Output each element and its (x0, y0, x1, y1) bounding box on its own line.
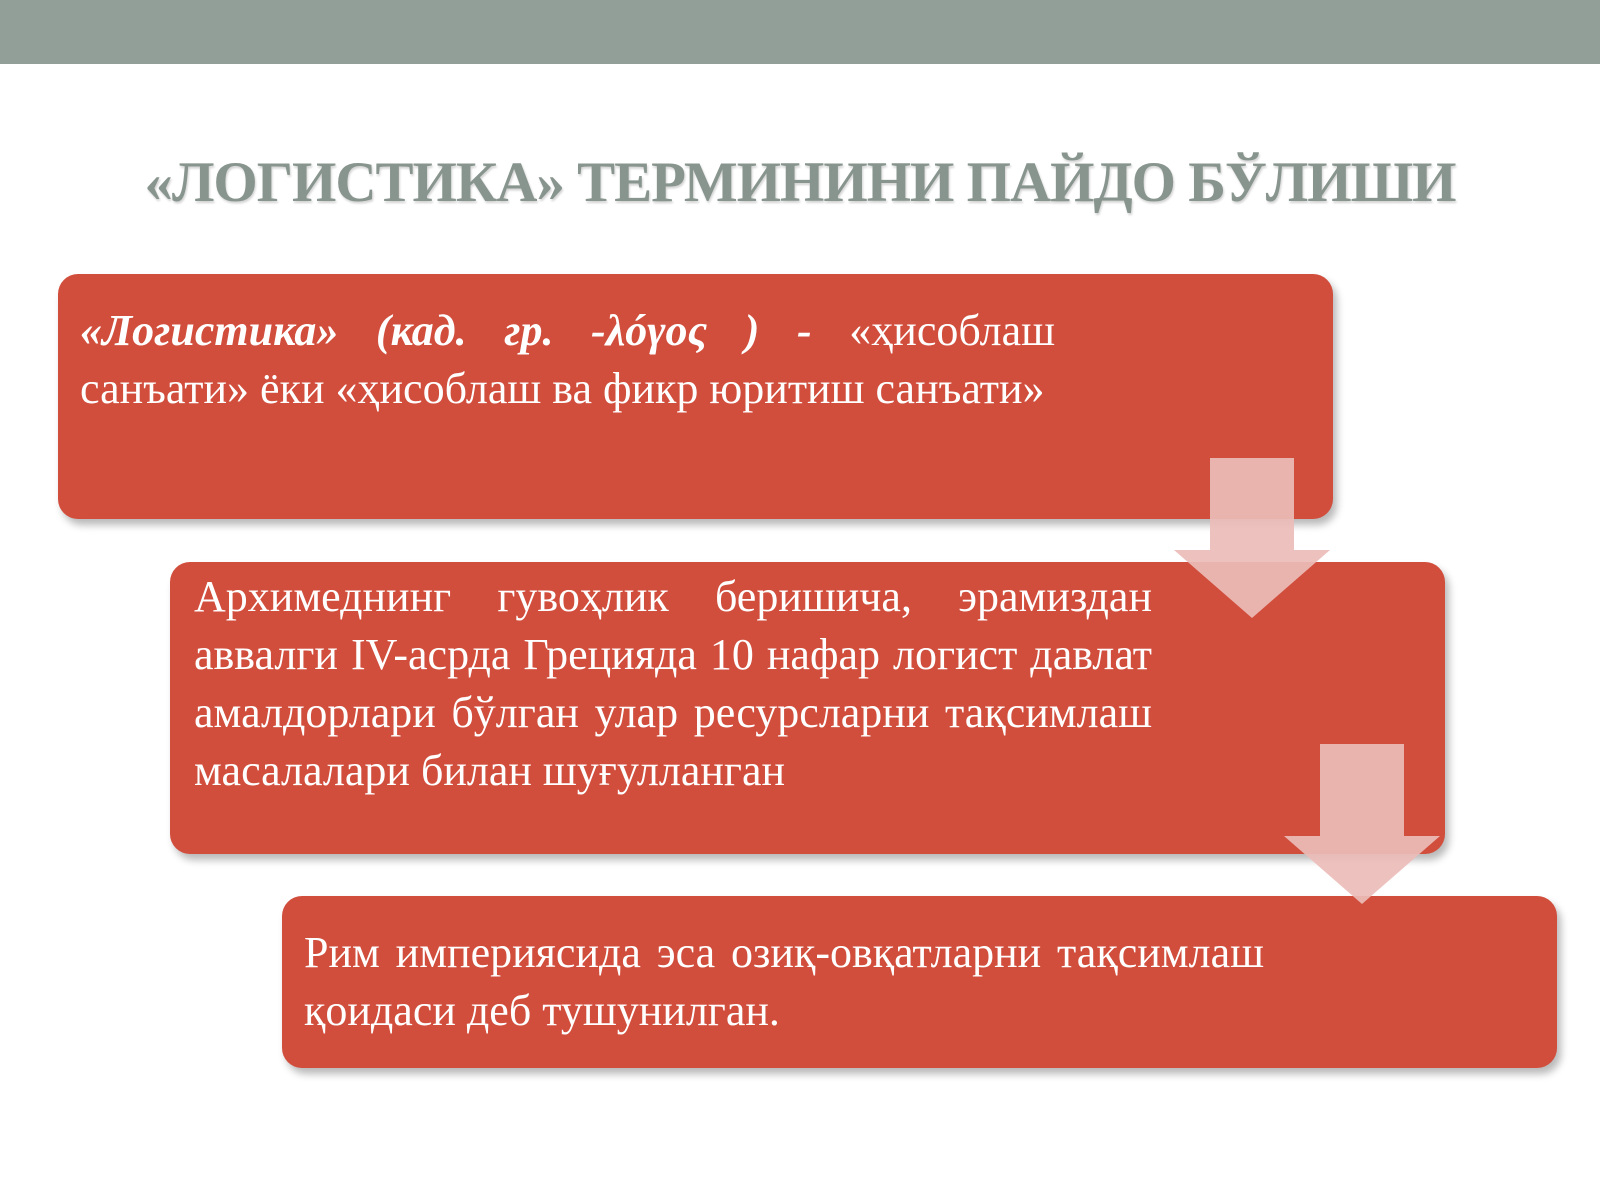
term-etymology: «Логистика» (кад. гр. -λóγος ) - (80, 306, 812, 355)
slide-title: «ЛОГИСТИКА» ТЕРМИНИНИ ПАЙДО БЎЛИШИ (144, 151, 1456, 214)
step-text-etymology (80, 302, 1055, 418)
step-text-rome: Рим империясида эса озиқ-овқатларни тақсимлаш қоидаси деб тушунилган. (304, 928, 1264, 1035)
down-arrow-icon (1284, 744, 1440, 904)
step-box-rome (282, 896, 1557, 1068)
term-definition: «ҳисоблаш санъати» ёки «ҳисоблаш ва фикр юритиш санъати» (80, 306, 1056, 413)
down-arrow-icon (1174, 458, 1330, 618)
step-text-archimedes: Архимеднинг гувоҳлик беришича, эрамиздан аввалги IV-асрда Грецияда 10 нафар логист давлат амалдорлари бўлган улар ресурсларни тақсимлаш масалалари билан шуғулланган (194, 572, 1152, 795)
step-box-etymology (58, 274, 1333, 519)
top-accent-bar (0, 0, 1600, 64)
